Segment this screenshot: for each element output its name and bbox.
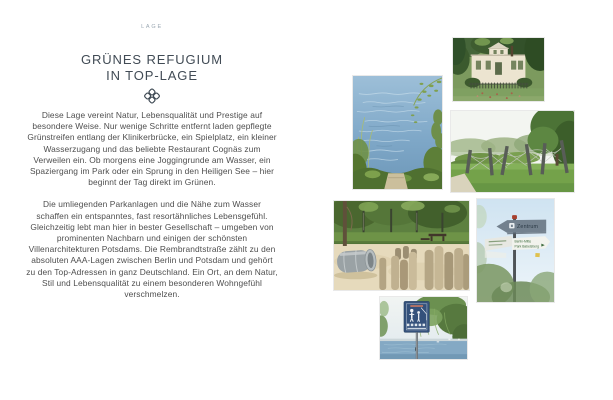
location-paragraph-2: Die umliegenden Parkanlagen und die Nähe zum Wasser schaffen ein entspanntes, fast resortähnliches Lebensgefühl. Gleichzeitig lebt man hier in bester Gesellschaft – umgeben von prominenten Nachbarn und einigen der schönsten Villenarchitekturen Potsdams. Die Rembrandtstraße zählt zu den absoluten AAA-Lagen zwischen Berlin und Potsdam und gehört zu den Top-Adressen in ganz Deutschland. Ein Ort, an dem Natur, Stil und Lebensqualität zu einem besonderen Wohngefühl verschmelzen. <box>26 199 278 300</box>
heading-line-1: GRÜNES REFUGIUM <box>80 52 224 67</box>
playground-photo <box>333 200 470 291</box>
park-fence-photo <box>450 110 575 193</box>
signpost-zentrum-label: Zentrum <box>516 224 539 231</box>
heading-line-2: IN TOP-LAGE <box>106 68 198 83</box>
villa-photo <box>452 37 545 102</box>
signpost-babelsberg-label: Park Babelsberg <box>514 244 539 249</box>
section-eyebrow: LAGE <box>141 24 163 30</box>
lake-sign-photo <box>379 296 468 360</box>
location-paragraph-1: Diese Lage vereint Natur, Lebensqualität und Prestige auf besondere Weise. Nur wenige Schritte entfernt laden gepflegte Grünstreifen entlang der Klinikerbrücke, ein Spielplatz, ein kleiner Wasserzugang und das beliebte Restaurant Cognäs zum Verweilen ein. Ob morgens eine Joggingrunde am Wasser, ein Spaziergang im Park oder ein Sprung in den Heiligen See – hier beginnt der Tag direkt im Grünen. <box>27 110 277 188</box>
signpost-berlin-label: Berlin-Mitte <box>514 239 532 244</box>
signpost-photo <box>476 198 555 303</box>
lake-shore-photo <box>352 75 443 190</box>
